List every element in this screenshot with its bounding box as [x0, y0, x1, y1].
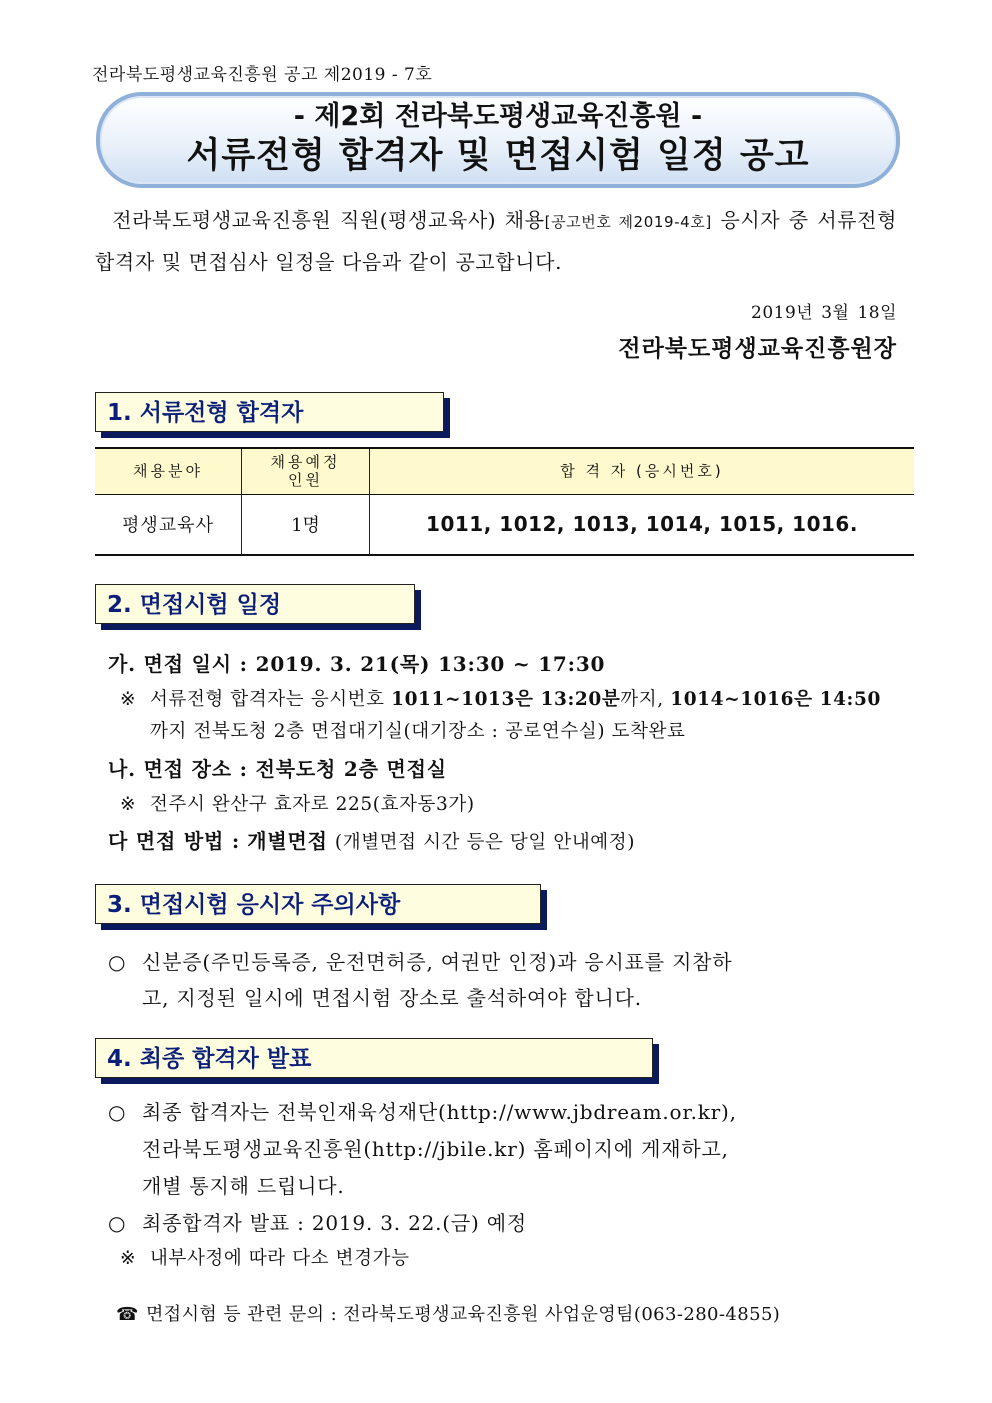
note-text: 서류전형 합격자는 응시번호: [150, 689, 385, 710]
place-value: 전북도청 2층 면접실: [255, 757, 447, 781]
section2-heading: 2. 면접시험 일정: [95, 584, 415, 624]
final-announce-date: [108, 1207, 527, 1236]
table-header-row: [95, 448, 914, 494]
method-label: 다 면접 방법 :: [108, 829, 241, 853]
col-count-line2: 인원: [288, 471, 323, 490]
note-bold-time-2: 1014~1016은 14:50: [670, 689, 881, 710]
date-month: 3월: [821, 303, 850, 323]
final-announce-line-2: 전라북도평생교육진흥원(http://jbile.kr) 홈페이지에 게재하고,: [142, 1137, 729, 1161]
place-address: 전주시 완산구 효자로 225(효자동3가): [150, 794, 475, 815]
results-table: [95, 447, 914, 556]
method-value: 개별면접: [247, 829, 328, 853]
final-announce-line-3: 개별 통지해 드립니다.: [142, 1174, 345, 1198]
date-day: 18일: [857, 303, 897, 323]
col-count: [242, 448, 370, 494]
date-year: 2019년: [751, 303, 814, 323]
phone-icon: ☎: [116, 1304, 139, 1325]
datetime-value: 2019. 3. 21(목) 13:30 ~ 17:30: [255, 652, 606, 676]
datetime-label: 가. 면접 일시 :: [108, 652, 248, 676]
note-text-2: 까지,: [620, 689, 664, 710]
intro-notice-ref: [공고번호 제2019-4호]: [544, 213, 712, 231]
notice-reference: 전라북도평생교육진흥원 공고 제2019 - 7호: [92, 65, 433, 85]
interview-place: [108, 753, 447, 782]
note-symbol: ※: [120, 794, 137, 815]
table-row: [95, 494, 914, 555]
col-count-line1: 채용예정: [270, 453, 341, 472]
col-passers: 합 격 자 (응시번호): [370, 448, 915, 494]
precaution-text-1: 신분증(주민등록증, 운전면허증, 여권만 인정)과 응시표를 지참하: [142, 950, 733, 974]
change-note-text: 내부사정에 따라 다소 변경가능: [150, 1248, 410, 1269]
place-note: [120, 790, 475, 816]
final-announce-line-1: [108, 1096, 737, 1125]
interview-datetime: [108, 648, 605, 677]
title-line-2: 서류전형 합격자 및 면접시험 일정 공고: [186, 136, 810, 176]
note-bold-time-1: 1011~1013은 13:20분: [391, 689, 621, 710]
final-announce-text-1: 최종 합격자는 전북인재육성재단(http://www.jbdream.or.kr),: [142, 1100, 737, 1124]
datetime-note-2: 까지 전북도청 2층 면접대기실(대기장소 : 공로연수실) 도착완료: [150, 721, 686, 742]
contact-info: [116, 1300, 780, 1326]
title-line-1: - 제2회 전라북도평생교육진흥원 -: [293, 101, 703, 132]
interview-method: [108, 825, 635, 854]
note-symbol: ※: [120, 689, 137, 710]
section4-heading: 4. 최종 합격자 발표: [95, 1038, 653, 1078]
intro-text-1: 전라북도평생교육진흥원 직원(평생교육사) 채용: [112, 208, 545, 232]
final-date-text: 최종합격자 발표 : 2019. 3. 22.(금) 예정: [142, 1211, 528, 1235]
contact-text: 면접시험 등 관련 문의 : 전라북도평생교육진흥원 사업운영팀(063-280-4855): [146, 1304, 781, 1325]
datetime-note-1: [120, 685, 881, 711]
cell-count: 1명: [242, 494, 370, 555]
precaution-line-1: [108, 946, 732, 975]
intro-paragraph: [95, 200, 897, 282]
change-note: [120, 1244, 410, 1270]
bullet-circle-icon: ○: [108, 1100, 127, 1124]
section3-heading: 3. 면접시험 응시자 주의사항: [95, 884, 541, 924]
signer: 전라북도평생교육진흥원장: [618, 335, 897, 362]
cell-field: 평생교육사: [122, 515, 214, 537]
intro-text-2: 응시자 중 서류전형 합격자 및 면접심사 일정을 다음과 같이 공고합니다.: [95, 208, 898, 274]
section1-heading: 1. 서류전형 합격자: [95, 392, 444, 432]
bullet-circle-icon: ○: [108, 950, 127, 974]
notice-date: [743, 298, 897, 323]
col-field: 채용분야: [133, 462, 203, 481]
precaution-line-2: 고, 지정된 일시에 면접시험 장소로 출석하여야 합니다.: [142, 986, 642, 1010]
place-label: 나. 면접 장소 :: [108, 757, 248, 781]
cell-passer-ids: 1011, 1012, 1013, 1014, 1015, 1016.: [370, 494, 915, 555]
title-banner: [96, 92, 900, 188]
note-symbol: ※: [120, 1248, 137, 1269]
method-note: (개별면접 시간 등은 당일 안내예정): [334, 832, 636, 853]
bullet-circle-icon: ○: [108, 1211, 127, 1235]
